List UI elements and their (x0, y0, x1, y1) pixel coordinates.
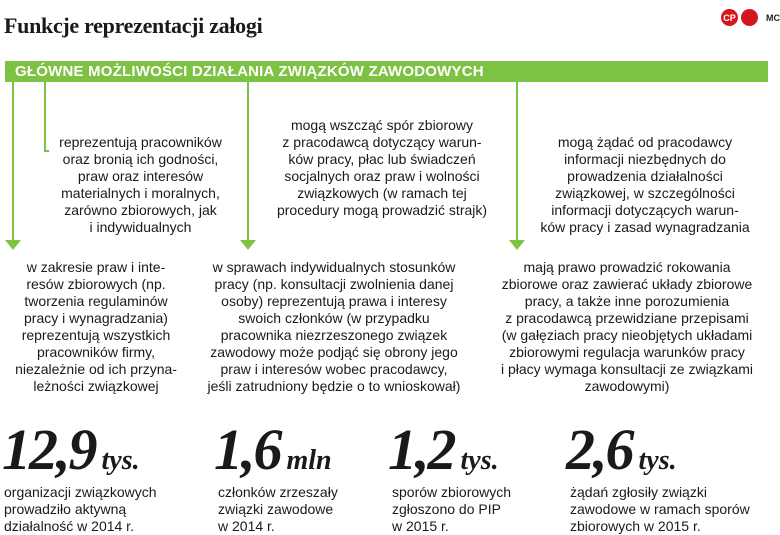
function-item: mają prawo prowadzić rokowania zbiorowe oraz zawierać układy zbiorowe pracy, a także inne porozumienia z pracodawcą przewidziane przepisami (w gałęziach pracy nieobjętych układami zbiorowymi regulacja warunków pracy i płacy wymaga konsultacji ze związkami zawodowymi) (500, 259, 754, 394)
function-item: mogą wszcząć spór zbiorowy z pracodawcą dotyczący warun- ków pracy, płac lub świadczeń socjalnych oraz praw i wolności związkowych (w ramach tej procedury mogą prowadzić strajk) (276, 117, 488, 218)
function-item: mogą żądać od pracodawcy informacji niezbędnych do prowadzenia działalności związkowej, w szczególności informacji dotyczących warun- ków pracy i zasad wynagradzania (540, 134, 750, 235)
stat-caption: sporów zbiorowych zgłoszono do PIP w 2015 r. (392, 484, 512, 534)
logo-badge: CP (721, 9, 738, 26)
publisher-logo (721, 9, 780, 26)
section-banner: GŁÓWNE MOŻLIWOŚCI DZIAŁANIA ZWIĄZKÓW ZAWODOWYCH (5, 61, 768, 82)
author-initials: MC (766, 12, 780, 23)
stat-caption: żądań zgłosiły związki zawodowe w ramach sporów zbiorowych w 2015 r. (570, 484, 750, 534)
stat-value: 1,6 mln (214, 417, 332, 482)
connector-line-3 (516, 82, 518, 240)
arrow-down-icon (240, 240, 256, 250)
stat-caption: członków zrzeszały związki zawodowe w 2014 r. (218, 484, 338, 534)
function-item: w sprawach indywidualnych stosunków pracy (np. konsultacji zwolnienia danej osoby) reprezentują prawa i interesy swoich członków (w przypadku pracownika niezrzeszonego związek zawodowy może podjąć się obrony jego praw i interesów wobec pracodawcy, jeśli zatrudniony będzie o to wnioskował) (207, 259, 461, 394)
stat-value: 2,6 tys. (566, 417, 677, 482)
function-item: reprezentują pracowników oraz bronią ich godności, praw oraz interesów materialnych i moralnych, zarówno zbiorowych, jak i indywidualnych (59, 134, 222, 235)
stat-value: 1,2 tys. (388, 417, 499, 482)
page-title: Funkcje reprezentacji załogi (4, 13, 263, 38)
connector-line-1b (12, 82, 14, 240)
function-item: w zakresie praw i inte- resów zbiorowych (np. tworzenia regulaminów pracy i wynagradzania) reprezentują wszystkich pracowników firmy, niezależnie od ich przyna- leżności związkowej (15, 259, 177, 394)
logo-circle-icon (741, 9, 758, 26)
stat-value: 12,9 tys. (2, 417, 140, 482)
arrow-down-icon (509, 240, 525, 250)
arrow-down-icon (5, 240, 21, 250)
connector-line-1 (44, 82, 46, 152)
connector-line-2 (247, 82, 249, 240)
stat-caption: organizacji związkowych prowadziło aktywną działalność w 2014 r. (4, 484, 157, 534)
